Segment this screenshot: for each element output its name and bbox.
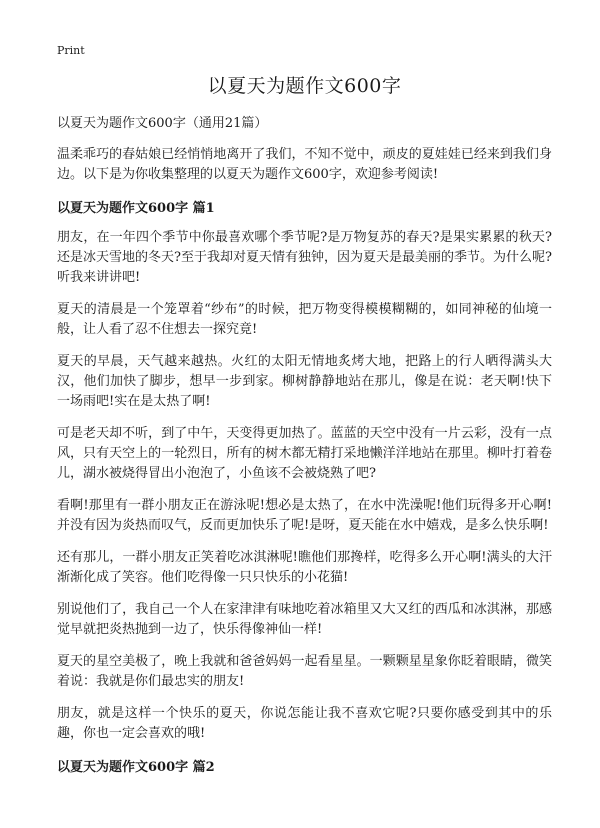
body-paragraph-8: 夏天的星空美极了，晚上我就和爸爸妈妈一起看星星。一颗颗星星象你眨着眼睛，微笑着说：我就是你们最忠实的朋友! [57,654,552,689]
section-heading-2: 以夏天为题作文600字 篇2 [57,760,215,775]
body-paragraph-1: 朋友，在一年四个季节中你最喜欢哪个季节呢?是万物复苏的春天?是果实累累的秋天?还是冰天雪地的冬天?至于我却对夏天情有独钟，因为夏天是最美丽的季节。为什么呢?听我来讲讲吧! [57,230,552,285]
page-title: 以夏天为题作文600字 [207,75,402,97]
intro-paragraph: 温柔乖巧的春姑娘已经悄悄地离开了我们，不知不觉中，顽皮的夏娃娃已经来到我们身边。以下是为你收集整理的以夏天为题作文600字，欢迎参考阅读! [57,147,552,182]
body-paragraph-5: 看啊!那里有一群小朋友正在游泳呢!想必是太热了，在水中洗澡呢!他们玩得多开心啊!并没有因为炎热而叹气，反而更加快乐了呢!是呀，夏天能在水中嬉戏，是多么快乐啊! [57,498,552,533]
body-paragraph-4: 可是老天却不听，到了中午，天变得更加热了。蓝蓝的天空中没有一片云彩，没有一点风，只有天空上的一轮烈日，所有的树木都无精打采地懒洋洋地站在那里。柳叶打着卷儿，湖水被烧得冒出小泡泡了，小鱼该不会被烧熟了吧? [57,426,552,481]
body-paragraph-6: 还有那儿，一群小朋友正笑着吃冰淇淋呢!瞧他们那搀样，吃得多么开心啊!满头的大汗渐渐化成了笑容。他们吃得像一只只快乐的小花猫! [57,550,552,585]
body-paragraph-2: 夏天的清晨是一个笼罩着“纱布”的时候，把万物变得模模糊糊的，如同神秘的仙境一般，让人看了忍不住想去一探究竟! [57,302,552,337]
body-paragraph-7: 别说他们了，我自己一个人在家津津有味地吃着冰箱里又大又红的西瓜和冰淇淋，那感觉早就把炎热抛到一边了，快乐得像神仙一样! [57,602,552,637]
body-paragraph-3: 夏天的早晨，天气越来越热。火红的太阳无情地炙烤大地，把路上的行人晒得满头大汉，他们加快了脚步，想早一步到家。柳树静静地站在那儿，像是在说：老天啊!快下一场雨吧!实在是太热了啊! [57,354,552,409]
subtitle: 以夏天为题作文600字（通用21篇） [57,116,268,131]
body-paragraph-9: 朋友，就是这样一个快乐的夏天，你说怎能让我不喜欢它呢?只要你感受到其中的乐趣，你也一定会喜欢的哦! [57,706,552,741]
print-link[interactable]: Print [57,44,85,57]
section-heading-1: 以夏天为题作文600字 篇1 [57,201,215,216]
